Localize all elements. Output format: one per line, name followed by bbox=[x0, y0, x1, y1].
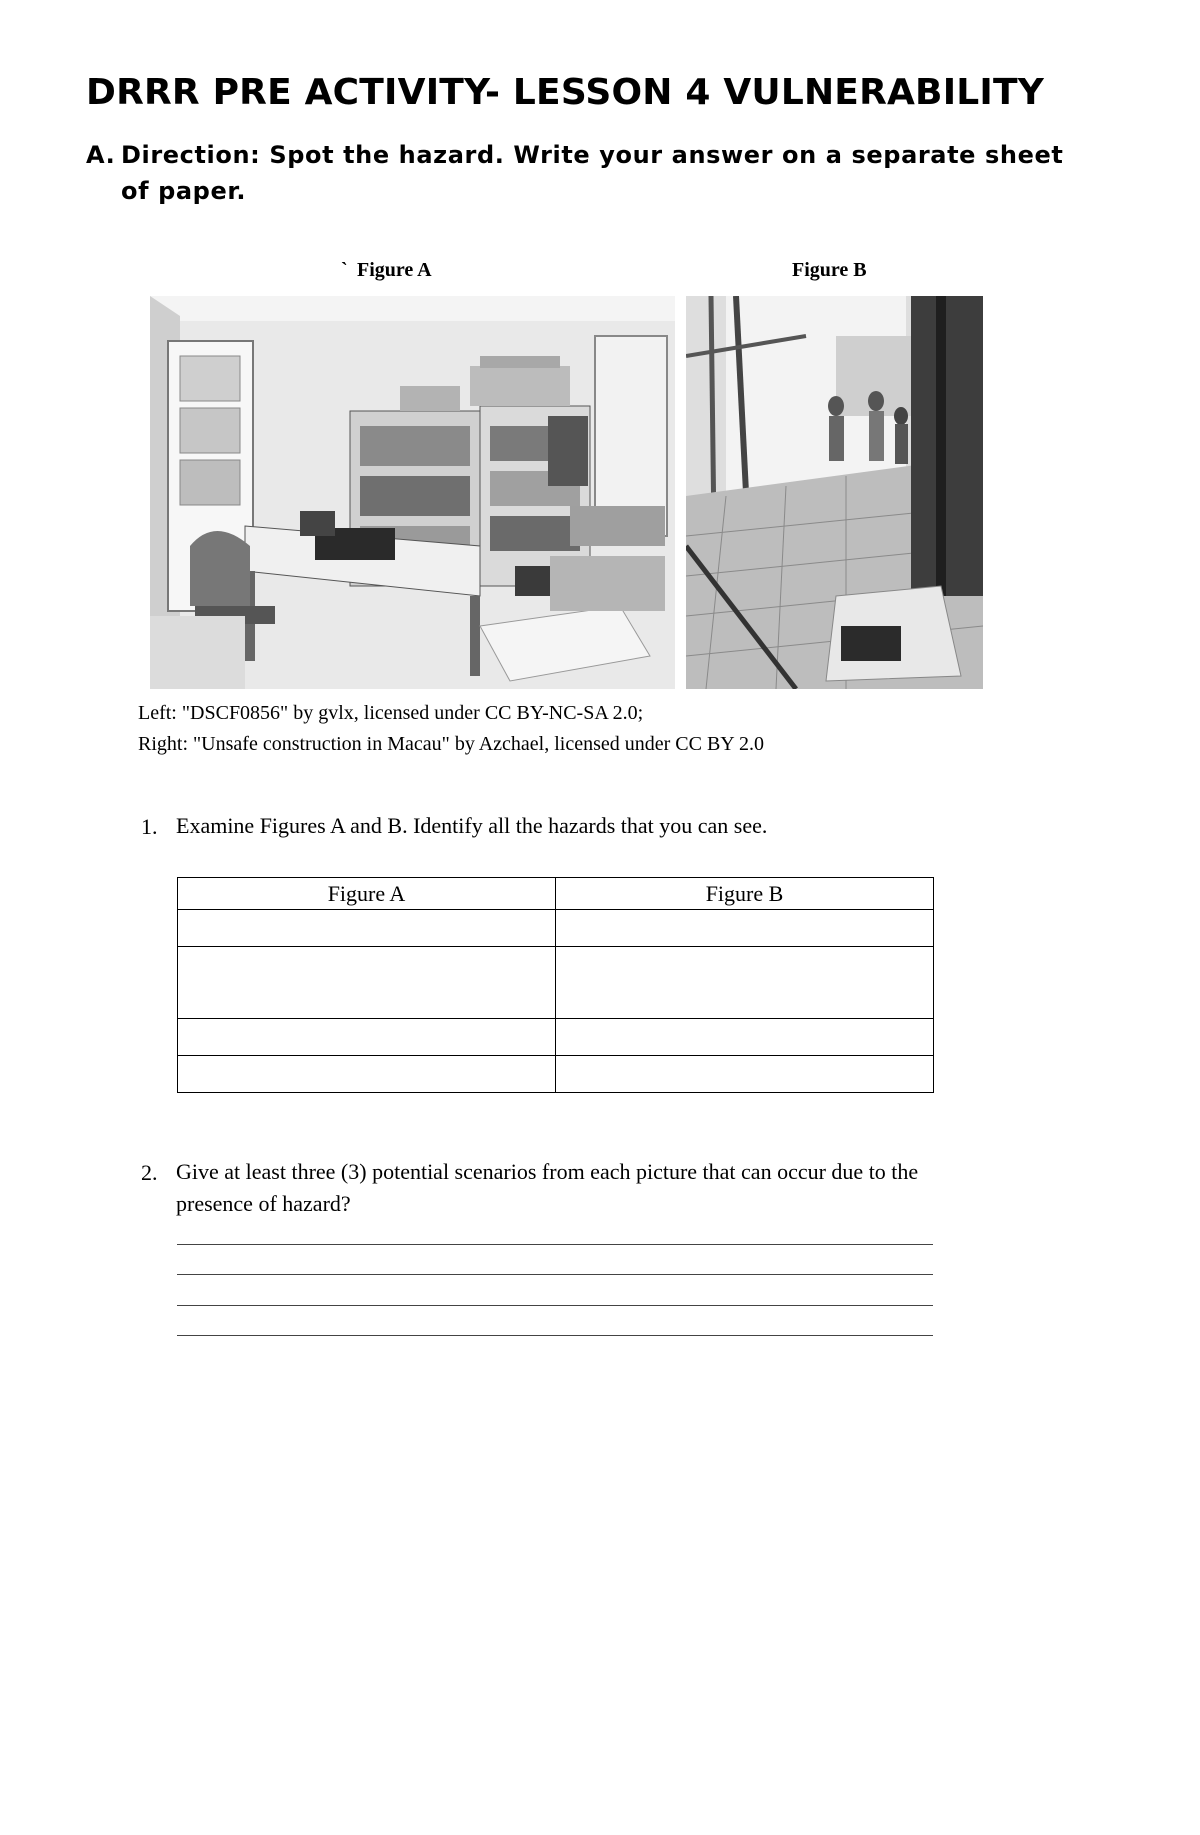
table-row bbox=[178, 1019, 934, 1056]
credit-left: Left: "DSCF0856" by gvlx, licensed under CC BY-NC-SA 2.0; bbox=[138, 702, 644, 724]
answer-cell-a[interactable] bbox=[178, 947, 556, 1019]
figure-b-construction-illustration bbox=[686, 296, 983, 689]
answer-line[interactable] bbox=[177, 1244, 933, 1245]
figure-a-photo bbox=[150, 296, 675, 689]
column-header-figure-a: Figure A bbox=[178, 878, 556, 910]
stray-backtick-mark: ` bbox=[341, 259, 348, 281]
question-2-text: Give at least three (3) potential scenarios from each picture that can occur due to the presence of hazard? bbox=[176, 1159, 919, 1216]
table-header-row bbox=[178, 878, 934, 910]
answer-cell-a[interactable] bbox=[178, 1019, 556, 1056]
answer-line[interactable] bbox=[177, 1335, 933, 1336]
table-row bbox=[178, 910, 934, 947]
figure-a-office-illustration bbox=[150, 296, 675, 689]
table-row bbox=[178, 1056, 934, 1093]
direction-marker: A. bbox=[86, 141, 116, 169]
table-row bbox=[178, 947, 934, 1019]
answer-cell-b[interactable] bbox=[556, 947, 934, 1019]
answer-line[interactable] bbox=[177, 1274, 933, 1275]
question-2-number: 2. bbox=[141, 1160, 158, 1185]
answer-cell-a[interactable] bbox=[178, 1056, 556, 1093]
question-1-text: Examine Figures A and B. Identify all the hazards that you can see. bbox=[176, 813, 768, 838]
direction-text: Direction: Spot the hazard. Write your answer on a separate sheet of paper. bbox=[121, 141, 1064, 205]
answer-line[interactable] bbox=[177, 1305, 933, 1306]
figure-a-label: Figure A bbox=[357, 259, 432, 281]
credit-right: Right: "Unsafe construction in Macau" by Azchael, licensed under CC BY 2.0 bbox=[138, 733, 765, 755]
question-1-number: 1. bbox=[141, 814, 158, 839]
answer-cell-b[interactable] bbox=[556, 910, 934, 947]
answer-cell-a[interactable] bbox=[178, 910, 556, 947]
column-header-figure-b: Figure B bbox=[556, 878, 934, 910]
answer-cell-b[interactable] bbox=[556, 1019, 934, 1056]
worksheet-title: DRRR PRE ACTIVITY- LESSON 4 VULNERABILITY bbox=[86, 72, 1045, 113]
hazard-answer-table bbox=[177, 877, 934, 1093]
figure-b-label: Figure B bbox=[792, 259, 867, 281]
figure-b-photo bbox=[686, 296, 983, 689]
answer-cell-b[interactable] bbox=[556, 1056, 934, 1093]
